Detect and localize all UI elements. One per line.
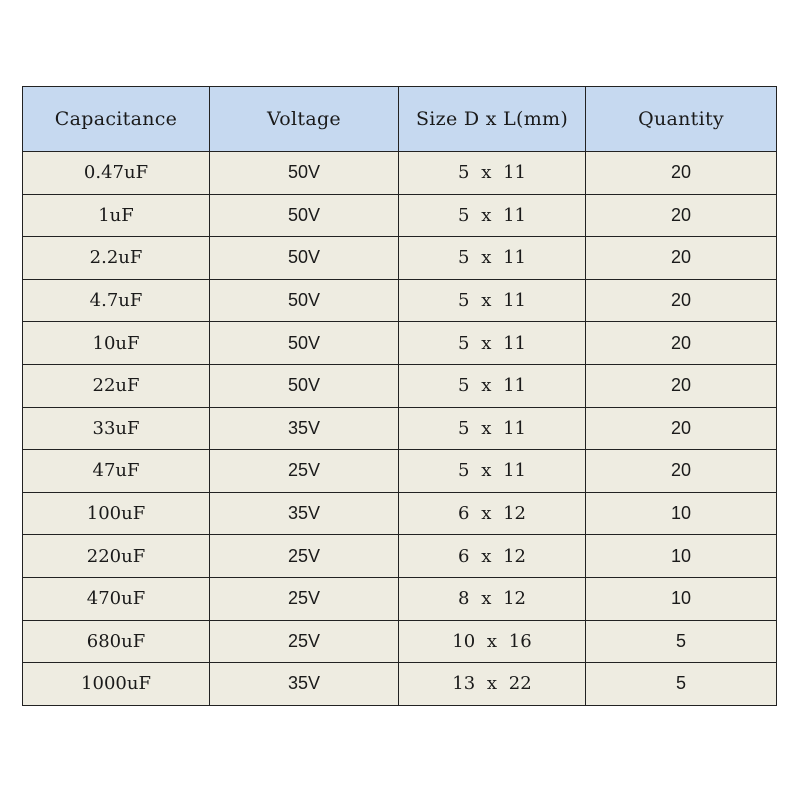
header-quantity: Quantity xyxy=(586,87,777,152)
cell-size: 5 x 11 xyxy=(399,450,586,493)
table-row xyxy=(23,407,777,450)
cell-quantity: 20 xyxy=(586,152,777,195)
cell-size: 5 x 11 xyxy=(399,194,586,237)
header-size: Size D x L(mm) xyxy=(399,87,586,152)
cell-voltage: 50V xyxy=(210,194,399,237)
cell-capacitance: 680uF xyxy=(23,620,210,663)
cell-quantity: 20 xyxy=(586,279,777,322)
table-row xyxy=(23,450,777,493)
capacitor-table-container xyxy=(22,86,777,706)
cell-voltage: 25V xyxy=(210,620,399,663)
capacitor-specs-table xyxy=(22,86,777,706)
cell-quantity: 10 xyxy=(586,492,777,535)
cell-size: 10 x 16 xyxy=(399,620,586,663)
table-header-row xyxy=(23,87,777,152)
cell-capacitance: 470uF xyxy=(23,577,210,620)
table-row xyxy=(23,492,777,535)
cell-size: 5 x 11 xyxy=(399,322,586,365)
cell-capacitance: 1000uF xyxy=(23,663,210,706)
cell-quantity: 20 xyxy=(586,194,777,237)
cell-capacitance: 47uF xyxy=(23,450,210,493)
cell-voltage: 25V xyxy=(210,535,399,578)
cell-quantity: 10 xyxy=(586,535,777,578)
cell-quantity: 5 xyxy=(586,663,777,706)
cell-voltage: 35V xyxy=(210,407,399,450)
cell-voltage: 25V xyxy=(210,577,399,620)
cell-voltage: 50V xyxy=(210,322,399,365)
cell-quantity: 10 xyxy=(586,577,777,620)
cell-size: 5 x 11 xyxy=(399,364,586,407)
cell-capacitance: 10uF xyxy=(23,322,210,365)
table-row xyxy=(23,663,777,706)
table-row xyxy=(23,152,777,195)
cell-capacitance: 0.47uF xyxy=(23,152,210,195)
cell-size: 8 x 12 xyxy=(399,577,586,620)
cell-capacitance: 220uF xyxy=(23,535,210,578)
table-row xyxy=(23,620,777,663)
cell-capacitance: 22uF xyxy=(23,364,210,407)
cell-capacitance: 1uF xyxy=(23,194,210,237)
table-row xyxy=(23,364,777,407)
table-row xyxy=(23,237,777,280)
cell-quantity: 5 xyxy=(586,620,777,663)
header-voltage: Voltage xyxy=(210,87,399,152)
cell-size: 6 x 12 xyxy=(399,492,586,535)
cell-size: 5 x 11 xyxy=(399,237,586,280)
cell-voltage: 50V xyxy=(210,237,399,280)
cell-voltage: 35V xyxy=(210,663,399,706)
cell-size: 5 x 11 xyxy=(399,152,586,195)
cell-quantity: 20 xyxy=(586,407,777,450)
cell-voltage: 25V xyxy=(210,450,399,493)
cell-quantity: 20 xyxy=(586,237,777,280)
cell-size: 5 x 11 xyxy=(399,279,586,322)
cell-quantity: 20 xyxy=(586,322,777,365)
cell-voltage: 50V xyxy=(210,279,399,322)
cell-size: 13 x 22 xyxy=(399,663,586,706)
cell-capacitance: 2.2uF xyxy=(23,237,210,280)
cell-voltage: 50V xyxy=(210,152,399,195)
header-capacitance: Capacitance xyxy=(23,87,210,152)
cell-capacitance: 4.7uF xyxy=(23,279,210,322)
table-row xyxy=(23,322,777,365)
cell-size: 5 x 11 xyxy=(399,407,586,450)
cell-voltage: 50V xyxy=(210,364,399,407)
table-row xyxy=(23,577,777,620)
cell-capacitance: 100uF xyxy=(23,492,210,535)
table-row xyxy=(23,279,777,322)
cell-capacitance: 33uF xyxy=(23,407,210,450)
table-row xyxy=(23,194,777,237)
cell-voltage: 35V xyxy=(210,492,399,535)
cell-size: 6 x 12 xyxy=(399,535,586,578)
table-row xyxy=(23,535,777,578)
cell-quantity: 20 xyxy=(586,450,777,493)
cell-quantity: 20 xyxy=(586,364,777,407)
